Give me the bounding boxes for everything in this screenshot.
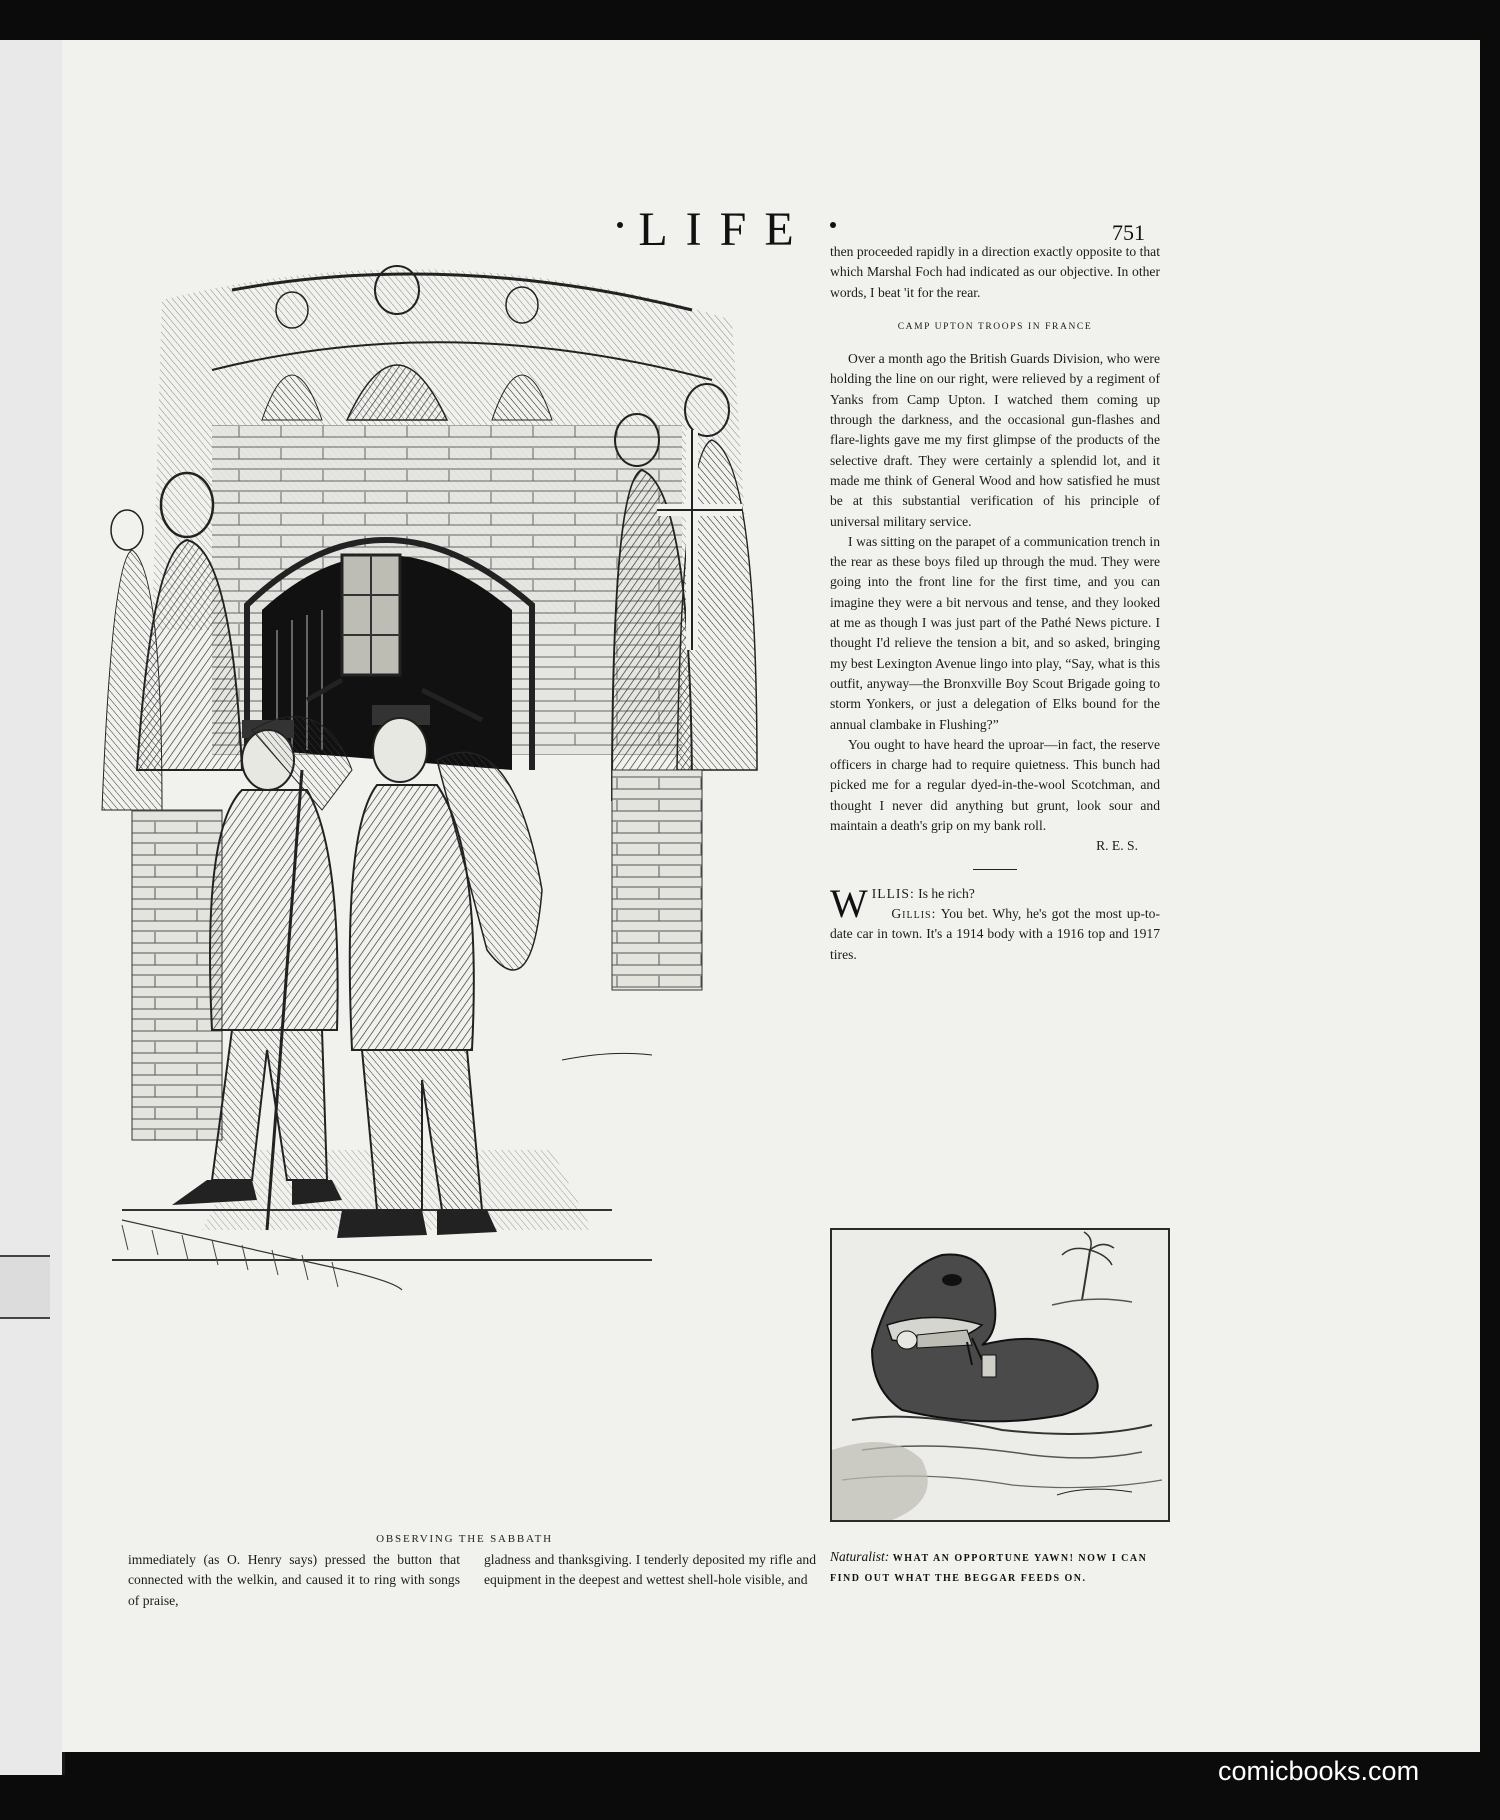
section-heading: CAMP UPTON TROOPS IN FRANCE (897, 321, 1093, 332)
site-watermark: comicbooks.com (1218, 1756, 1420, 1786)
magazine-page (62, 40, 1480, 1752)
hippo-cartoon-drawing (832, 1230, 1168, 1520)
article-paragraph: Over a month ago the British Guards Division, who were holding the line on our right, were relieved by a regiment of Yanks from Camp Upton. I watched them coming up through the darkness, and the occasional gun-flashes and flare-lights gave me my first glimpse of the products of the selective draft. They were certainly a splendid lot, and it made me think of General Wood and how satisfied he must be at this substantial verification of his principle of universal military service. (830, 351, 1160, 529)
article-intro: then proceeded rapidly in a direction exactly opposite to that which Marshal Foch had indicated as our objective. In other words, I beat 'it for the rear. (830, 244, 1160, 300)
illustration-caption: OBSERVING THE SABBATH (376, 1533, 553, 1545)
drop-cap: W (830, 880, 868, 926)
joke-speaker-2: Gillis: (891, 905, 937, 921)
adjacent-page-edge (0, 40, 65, 1775)
cathedral-soldiers-drawing (92, 250, 837, 1508)
header-dot-right (830, 222, 836, 228)
article-column (830, 242, 1160, 965)
cartoon-caption (830, 1548, 1170, 1588)
page-number: 751 (1112, 220, 1145, 245)
bottom-column-middle: gladness and thanksgiving. I tenderly deposited my rifle and equipment in the deepest and wettest shell-hole visible, and (484, 1552, 816, 1588)
cartoon-caption-text: WHAT AN OPPORTUNE YAWN! NOW I CAN FIND OUT WHAT THE BEGGAR FEEDS ON. (830, 1553, 1148, 1584)
joke-speaker-1: ILLIS: (871, 885, 915, 901)
artist-signature (562, 1053, 652, 1060)
article-signature: R. E. S. (1096, 838, 1138, 854)
cartoon-speaker: Naturalist: (830, 1549, 890, 1564)
main-illustration (92, 250, 837, 1508)
hippo-cartoon (830, 1228, 1170, 1522)
joke-line-1: Is he rich? (918, 885, 975, 901)
joke-text (830, 880, 1160, 965)
article-paragraph: You ought to have heard the uproar—in fact, the reserve officers in charge had to require quietness. This bunch had picked me for a regular dyed-in-the-wool Scotchman, and thought I never did anything but grunt, look sour and maintain a death's grip on my bank roll. (830, 736, 1160, 834)
adjacent-page-tab (0, 1255, 50, 1319)
bottom-column-left: immediately (as O. Henry says) pressed the button that connected with the welkin, and caused it to ring with songs of praise, (128, 1552, 460, 1608)
page-title: LIFE (638, 203, 812, 256)
joke-line-2: You bet. Why, he's got the most up-to-date car in town. It's a 1914 body with a 1916 top and 1917 tires. (830, 905, 1160, 962)
section-divider (973, 869, 1017, 870)
article-paragraph: I was sitting on the parapet of a communication trench in the rear as these boys filed up through the mud. They were going into the front line for the first time, and you can imagine they were a bit nervous and tense, and they looked at me as though I was just part of the Pathé News picture. I thought I'd relieve the tension a bit, and so asked, bringing my best Lexington Avenue lingo into play, “Say, what is this outfit, anyway—the Bronxville Boy Scout Brigade going to storm Yonkers, or just a delegation of Elks bound for the annual clambake in Flushing?” (830, 533, 1160, 732)
